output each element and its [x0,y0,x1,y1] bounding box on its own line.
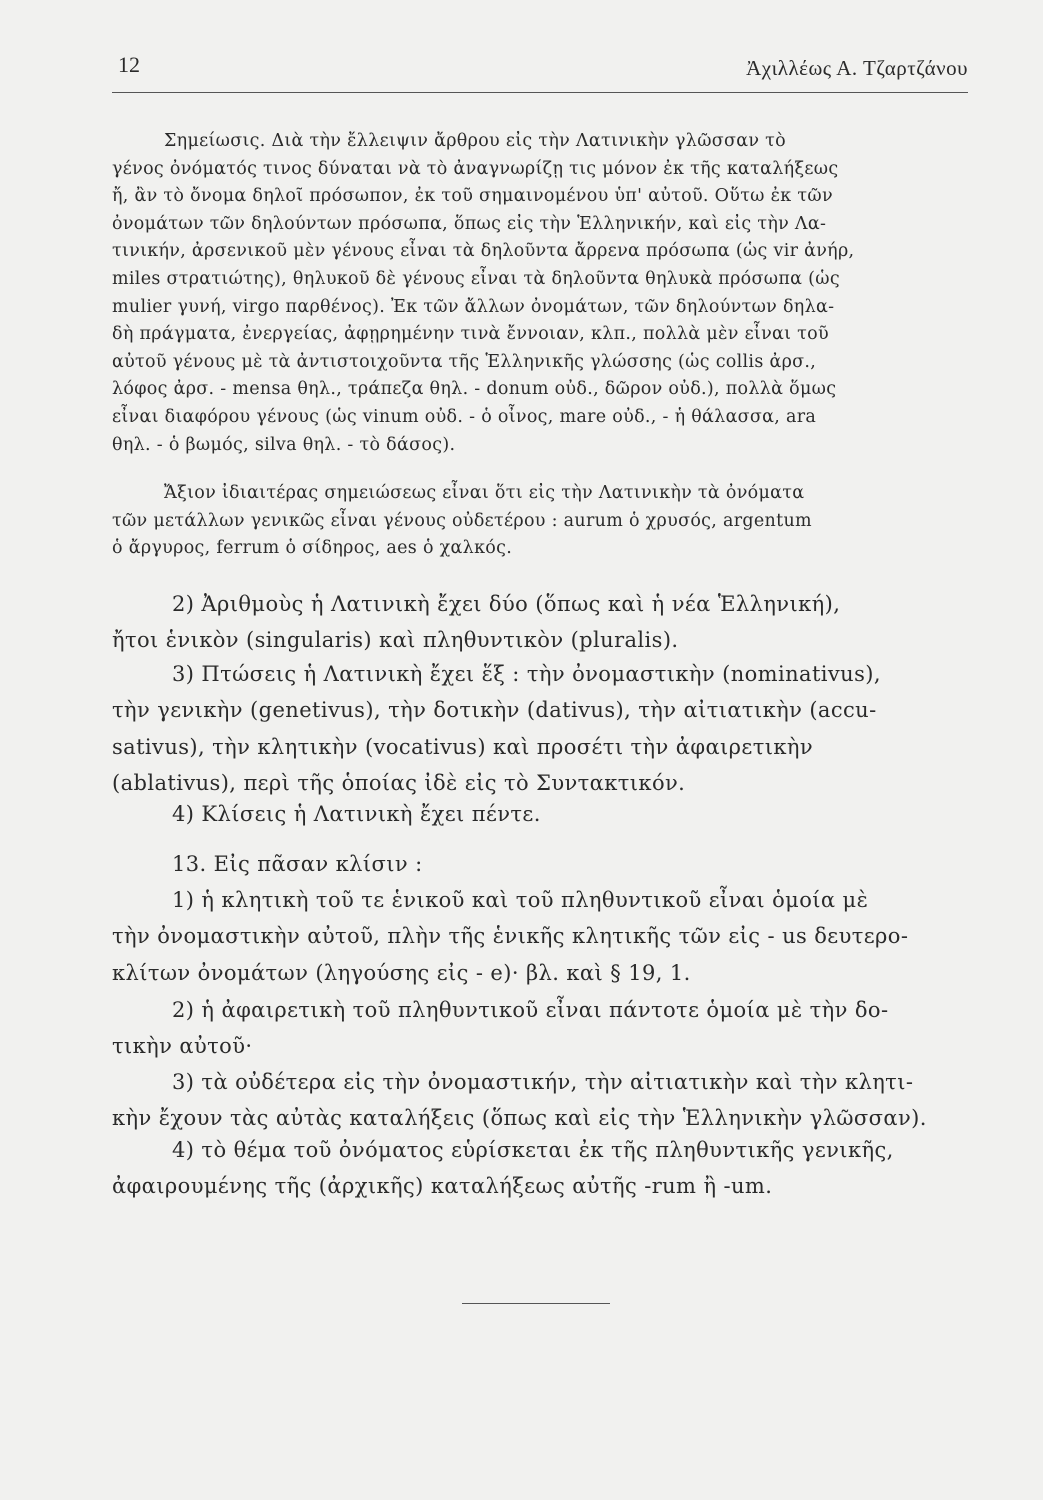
text-line: ἤτοι ἑνικὸν (singularis) καὶ πληθυντικὸν (pluralis). [112,628,679,653]
text-line: ἀφαιρουμένης τῆς (ἀρχικῆς) καταλήξεως αὐτῆς -rum ἢ -um. [112,1174,773,1199]
rule-4-paragraph [112,1132,960,1205]
text-line: miles στρατιώτης), θηλυκοῦ δὲ γένους εἶναι τὰ δηλοῦντα θηλυκὰ πρόσωπα (ὡς [112,268,840,289]
text-line: δὴ πράγματα, ἐνεργείας, ἀφῃρημένην τινὰ ἔννοιαν, κλπ., πολλὰ μὲν εἶναι τοῦ [112,324,829,345]
page-number: 12 [118,52,140,77]
text-line: Σημείωσις. Διὰ τὴν ἔλλειψιν ἄρθρου εἰς τὴν Λατινικὴν γλῶσσαν τὸ [164,131,786,151]
text-line: κλίτων ὀνομάτων (ληγούσης εἰς - e)· βλ. καὶ § 19, 1. [112,960,691,985]
text-line: κὴν ἔχουν τὰς αὐτὰς καταλήξεις (ὅπως καὶ εἰς τὴν Ἑλληνικὴν γλῶσσαν). [112,1106,927,1131]
text-line: λόφος ἀρσ. - mensa θηλ., τράπεζα θηλ. - donum οὐδ., δῶρον οὐδ.), πολλὰ ὅμως [112,379,837,400]
rule-3-paragraph [112,1064,960,1137]
running-head: Ἀχιλλέως Α. Τζαρτζάνου [746,56,968,80]
numbers-paragraph [112,586,960,659]
text-line: αὐτοῦ γένους μὲ τὰ ἀντιστοιχοῦντα τῆς Ἑλληνικῆς γλώσσης (ὡς collis ἀρσ., [112,351,817,372]
text-line: mulier γυνή, virgo παρθένος). Ἐκ τῶν ἄλλων ὀνομάτων, τῶν δηλούντων δηλα- [112,296,835,317]
rule-2-paragraph [112,992,960,1065]
text-line: τῶν μετάλλων γενικῶς εἶναι γένους οὐδετέρου : aurum ὁ χρυσός, argentum [112,510,812,531]
text-line: Ἄξιον ἰδιαιτέρας σημειώσεως εἶναι ὅτι εἰς τὴν Λατινικὴν τὰ ὀνόματα [164,483,805,503]
text-line: sativus), τὴν κλητικὴν (vocativus) καὶ προσέτι τὴν ἀφαιρετικὴν [112,734,814,759]
text-line: γένος ὀνόματός τινος δύναται νὰ τὸ ἀναγνωρίζῃ τις μόνον ἐκ τῆς καταλήξεως [112,158,839,179]
text-line: τὴν ὀνομαστικὴν αὐτοῦ, πλὴν τῆς ἑνικῆς κλητικῆς τῶν εἰς - us δευτερο- [112,924,909,949]
text-line: 2) Ἀριθμοὺς ἡ Λατινικὴ ἔχει δύο (ὅπως καὶ ἡ νέα Ἑλληνική), [172,592,841,616]
rule-1-paragraph [112,882,960,991]
text-line: (ablativus), περὶ τῆς ὁποίας ἰδὲ εἰς τὸ Συντακτικόν. [112,771,686,796]
metals-paragraph [112,480,960,563]
text-line: 1) ἡ κλητικὴ τοῦ τε ἑνικοῦ καὶ τοῦ πληθυντικοῦ εἶναι ὁμοία μὲ [172,888,869,912]
text-line: τινικήν, ἀρσενικοῦ μὲν γένους εἶναι τὰ δηλοῦντα ἄρρενα πρόσωπα (ὡς vir ἀνήρ, [112,241,855,262]
text-line: 2) ἡ ἀφαιρετικὴ τοῦ πληθυντικοῦ εἶναι πάντοτε ὁμοία μὲ τὴν δο- [172,998,889,1022]
text-line: ὁ ἄργυρος, ferrum ὁ σίδηρος, aes ὁ χαλκός. [112,538,513,559]
text-line: τὴν γενικὴν (genetivus), τὴν δοτικὴν (dativus), τὴν αἰτιατικὴν (accu- [112,698,877,723]
note-paragraph [112,128,960,459]
text-line: 3) τὰ οὐδέτερα εἰς τὴν ὀνομαστικήν, τὴν αἰτιατικὴν καὶ τὴν κλητι- [172,1070,914,1094]
text-line: 3) Πτώσεις ἡ Λατινικὴ ἔχει ἕξ : τὴν ὀνομαστικὴν (nominativus), [172,662,881,686]
cases-paragraph [112,656,960,802]
text-line: θηλ. - ὁ βωμός, silva θηλ. - τὸ δάσος). [112,434,456,455]
closing-divider [462,1303,610,1304]
text-line: ἤ, ἂν τὸ ὄνομα δηλοῖ πρόσωπον, ἐκ τοῦ σημαινομένου ὑπ' αὐτοῦ. Οὕτω ἐκ τῶν [112,186,833,207]
text-line: ὀνομάτων τῶν δηλούντων πρόσωπα, ὅπως εἰς τὴν Ἑλληνικήν, καὶ εἰς τὴν Λα- [112,213,827,234]
section-13-heading: 13. Εἰς πᾶσαν κλίσιν : [172,852,423,876]
text-line: εἶναι διαφόρου γένους (ὡς vinum οὐδ. - ὁ οἶνος, mare οὐδ., - ἡ θάλασσα, ara [112,406,817,427]
declensions-paragraph [112,796,960,832]
section-heading [112,846,960,882]
text-line: τικὴν αὐτοῦ· [112,1034,253,1059]
text-line: 4) Κλίσεις ἡ Λατινικὴ ἔχει πέντε. [172,802,541,826]
text-line: 4) τὸ θέμα τοῦ ὀνόματος εὑρίσκεται ἐκ τῆς πληθυντικῆς γενικῆς, [172,1138,894,1162]
page-header [112,52,968,93]
